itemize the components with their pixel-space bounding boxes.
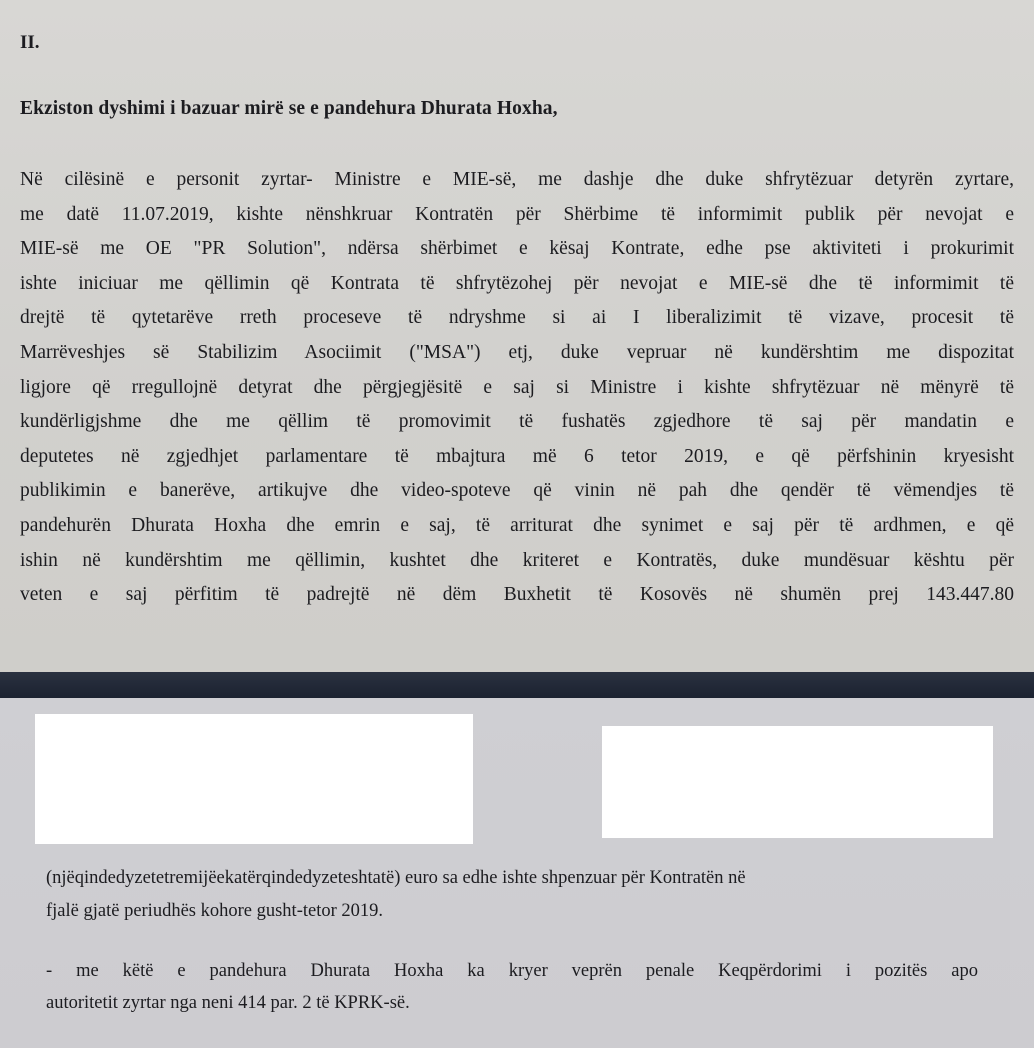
paragraph-line: Marrëveshjes së Stabilizim Asociimit ("MSA") etj, duke vepruar në kundërshtim me dispozitat (20, 341, 1014, 363)
continuation-line: fjalë gjatë periudhës kohore gusht-tetor 2019. (46, 901, 384, 921)
paragraph-line: pandehurën Dhurata Hoxha dhe emrin e saj, të arriturat dhe synimet e saj për të ardhmen, e që (20, 514, 1014, 536)
page-separator (0, 672, 1034, 698)
paragraph-line: deputetes në zgjedhjet parlamentare të mbajtura më 6 tetor 2019, e që përfshinin kryesisht (20, 445, 1014, 467)
main-paragraph (20, 163, 1014, 613)
paragraph-line: publikimin e banerëve, artikujve dhe video-spoteve që vinin në pah dhe qendër të vëmendjes të (20, 480, 1014, 502)
paragraph-line: ishte iniciuar me qëllimin që Kontrata të shfrytëzohej për nevojat e MIE-së dhe të informimit të (20, 272, 1014, 294)
paragraph-line: MIE-së me OE "PR Solution", ndërsa shërbimet e kësaj Kontrate, edhe pse aktiviteti i prokurimit (20, 238, 1014, 260)
paragraph-line: veten e saj përfitim të padrejtë në dëm Buxhetit të Kosovës në shumën prej 143.447.80 (20, 584, 1014, 606)
paragraph-line: ishin në kundërshtim me qëllimin, kushtet dhe kriteret e Kontratës, duke mundësuar kështu për (20, 549, 1014, 571)
continuation-line: (njëqindedyzetetremijëekatërqindedyzeteshtatë) euro sa edhe ishte shpenzuar për Kontratën në (46, 868, 746, 888)
paragraph-line: me datë 11.07.2019, kishte nënshkruar Kontratën për Shërbime të informimit publik për nevojat e (20, 203, 1014, 225)
section-number: II. (20, 32, 40, 53)
redaction-box-right (602, 726, 993, 838)
paragraph-line: ligjore që rregullojnë detyrat dhe përgjegjësitë e saj si Ministre i kishte shfrytëzuar në mënyrë të (20, 376, 1014, 398)
continuation-paragraph (46, 862, 978, 928)
redaction-box-left (35, 714, 473, 844)
paragraph-line: kundërligjshme dhe me qëllim të promovimit të fushatës zgjedhore të saj për mandatin e (20, 411, 1014, 433)
conclusion-paragraph (46, 955, 978, 1019)
lead-sentence: Ekziston dyshimi i bazuar mirë se e pandehura Dhurata Hoxha, (20, 98, 558, 119)
conclusion-line: - me këtë e pandehura Dhurata Hoxha ka kryer veprën penale Keqpërdorimi i pozitës apo (46, 961, 978, 981)
conclusion-line: autoritetit zyrtar nga neni 414 par. 2 të KPRK-së. (46, 993, 410, 1013)
paragraph-line: Në cilësinë e personit zyrtar- Ministre e MIE-së, me dashje dhe duke shfrytëzuar detyrën zyrtare, (20, 169, 1014, 190)
paragraph-line: drejtë të qytetarëve rreth proceseve të ndryshme si ai I liberalizimit të vizave, procesit të (20, 307, 1014, 329)
